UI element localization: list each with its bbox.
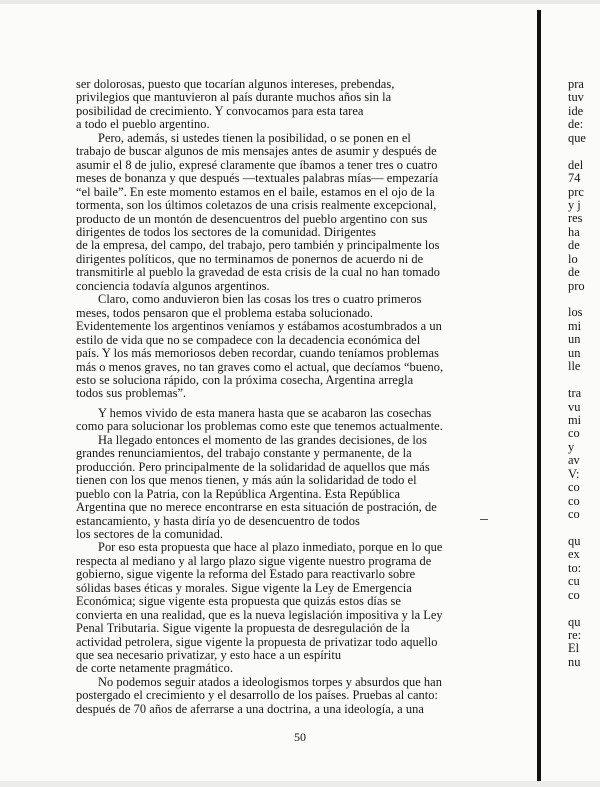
text-line: Evidentemente los argentinos veníamos y estábamos acostumbrados a un bbox=[76, 319, 442, 334]
text-line: más o menos graves, no tan graves como el actual, que decíamos “bueno, bbox=[76, 359, 444, 374]
text-line: actividad petrolera, sigue vigente la propuesta de privatizar todo aquello bbox=[76, 634, 438, 649]
text-line: dirigentes de todos los sectores de la comunidad. Dirigentes bbox=[76, 224, 376, 239]
text-line: ser dolorosas, puesto que tocarían algunos intereses, prebendas, bbox=[76, 77, 395, 91]
facing-page-fragment-line: ide bbox=[568, 103, 584, 118]
body-text bbox=[76, 78, 512, 716]
facing-page-fragment-line: pra bbox=[568, 78, 584, 91]
facing-page-fragment-line: mi bbox=[568, 318, 582, 333]
paragraph bbox=[76, 78, 512, 132]
text-line: estilo de vida que no se compadece con la decadencia económica del bbox=[76, 332, 421, 347]
text-line: Ha llegado entonces el momento de las grandes decisiones, de los bbox=[98, 432, 428, 447]
text-line: de corte netamente pragmático. bbox=[76, 661, 233, 676]
text-line: gobierno, sigue vigente la reforma del Estado para reactivarlo sobre bbox=[76, 567, 416, 582]
text-line: los sectores de la comunidad. bbox=[76, 526, 223, 541]
facing-page-fragment-line: to: bbox=[568, 560, 582, 575]
facing-page-fragment-line: lle bbox=[568, 359, 581, 374]
scan-edge-bottom bbox=[0, 781, 600, 787]
facing-page-fragment-line bbox=[568, 293, 600, 306]
text-line: después de 70 años de aferrarse a una doctrina, a una ideología, a una bbox=[76, 701, 424, 716]
text-line: producto de un montón de desencuentros del pueblo argentino con sus bbox=[76, 211, 428, 226]
facing-page-fragment-line: lo bbox=[568, 251, 578, 266]
facing-page-fragment-line: co bbox=[568, 426, 580, 441]
facing-page-fragment-line: mi bbox=[568, 412, 582, 427]
facing-page-fragment-line: del bbox=[568, 157, 584, 172]
text-line: pueblo con la Patria, con la República Argentina. Esta República bbox=[76, 486, 400, 501]
text-line: dirigentes políticos, que no terminamos de ponernos de acuerdo ni de bbox=[76, 251, 424, 266]
text-line: asumir el 8 de julio, expresé claramente que íbamos a tener tres o cuatro bbox=[76, 157, 438, 172]
text-line: grandes renunciamientos, del trabajo constante y permanente, de la bbox=[76, 446, 412, 461]
text-line: meses de bonanza y que después —textuales palabras mías— empezaría bbox=[76, 171, 439, 186]
facing-page-fragment-line: cu bbox=[568, 574, 580, 589]
text-line: transmitirle al pueblo la gravedad de esta crisis de la cual no han tomado bbox=[76, 265, 440, 280]
facing-page-fragment-line: qu bbox=[568, 614, 581, 629]
facing-page-fragment-line bbox=[568, 521, 600, 534]
facing-page-fragment-line: qu bbox=[568, 533, 581, 548]
facing-page-fragment-line bbox=[568, 374, 600, 387]
facing-page-fragment-line: ex bbox=[568, 547, 580, 562]
paragraph bbox=[76, 434, 512, 542]
text-line: convierta en una realidad, que es la nueva legislación impositiva y la Ley bbox=[76, 607, 443, 622]
facing-page-fragment-line: res bbox=[568, 211, 583, 226]
text-line: Pero, además, si ustedes tienen la posibilidad, o se ponen en el bbox=[98, 130, 411, 145]
text-line: como para solucionar los problemas como este que tenemos actualmente. bbox=[76, 419, 443, 434]
paragraph bbox=[76, 407, 512, 434]
text-line: estancamiento, y hasta diría yo de desencuentro de todos bbox=[76, 513, 360, 528]
text-line: producción. Pero principalmente de la solidaridad de aquellos que más bbox=[76, 459, 430, 474]
facing-page-fragment-line bbox=[568, 602, 600, 615]
text-line: de la empresa, del campo, del trabajo, pero también y principalmente los bbox=[76, 238, 440, 253]
text-line: postergado el crecimiento y el desarrollo de los países. Pruebas al canto: bbox=[76, 688, 438, 703]
text-line: Claro, como anduvieron bien las cosas los tres o cuatro primeros bbox=[98, 292, 422, 307]
facing-page-fragment bbox=[568, 78, 600, 669]
paragraph bbox=[76, 541, 512, 676]
text-line: tormenta, son los últimos coletazos de una crisis realmente excepcional, bbox=[76, 198, 437, 213]
facing-page-fragment-line: ha bbox=[568, 224, 580, 239]
facing-page-fragment-line: de bbox=[568, 238, 580, 253]
text-line: que sea necesario privatizar, y esto hace a un espíritu bbox=[76, 648, 342, 663]
facing-page-fragment-line: pro bbox=[568, 278, 585, 293]
text-line: respecta al mediano y al largo plazo sigue vigente nuestro programa de bbox=[76, 553, 432, 568]
text-line: todos sus problemas”. bbox=[76, 386, 187, 401]
text-line: meses, todos pensaron que el problema estaba solucionado. bbox=[76, 305, 374, 320]
text-line: país. Y los más memoriosos deben recordar, cuando teníamos problemas bbox=[76, 346, 439, 361]
text-line: posibilidad de crecimiento. Y convocamos para esta tarea bbox=[76, 103, 364, 118]
text-line: Y hemos vivido de esta manera hasta que se acabaron las cosechas bbox=[98, 405, 432, 420]
text-line: No podemos seguir atados a ideologismos torpes y absurdos que han bbox=[98, 674, 442, 689]
facing-page-fragment-line: que bbox=[568, 130, 586, 145]
facing-page-fragment-line: co bbox=[568, 493, 580, 508]
facing-page-fragment-line: 74 bbox=[568, 171, 581, 186]
facing-page-fragment-line: prc bbox=[568, 184, 584, 199]
text-line: “el baile”. En este momento estamos en el baile, estamos en el ojo de la bbox=[76, 184, 435, 199]
page-number: 50 bbox=[294, 730, 306, 744]
facing-page-fragment-line: co bbox=[568, 507, 580, 521]
facing-page-fragment-line: y j bbox=[568, 197, 581, 212]
facing-page-fragment-line: los bbox=[568, 305, 583, 320]
facing-page-fragment-line: vu bbox=[568, 399, 581, 414]
facing-page-fragment-line: tuv bbox=[568, 90, 584, 105]
book-gutter bbox=[537, 10, 541, 781]
text-line: sólidas bases éticas y morales. Sigue vigente la Ley de Emergencia bbox=[76, 580, 412, 595]
facing-page-fragment-line: co bbox=[568, 587, 580, 602]
facing-page-fragment-line: tra bbox=[568, 386, 582, 401]
text-line: Penal Tributaria. Sigue vigente la propuesta de desregulación de la bbox=[76, 621, 410, 636]
text-line: conciencia todavía algunos argentinos. bbox=[76, 278, 270, 293]
text-line: Argentina que no merece encontrarse en esta situación de postración, de bbox=[76, 500, 437, 515]
paragraph bbox=[76, 132, 512, 293]
facing-page-fragment-line: re: bbox=[568, 627, 582, 642]
facing-page-fragment-line: nu bbox=[568, 654, 581, 669]
text-line: privilegios que mantuvieron al país durante muchos años sin la bbox=[76, 90, 392, 105]
text-line: tienen con los que menos tienen, y más aún la solidaridad de todo el bbox=[76, 473, 417, 488]
facing-page-fragment-line: un bbox=[568, 332, 581, 347]
text-line: a todo el pueblo argentino. bbox=[76, 117, 210, 132]
paragraph bbox=[76, 676, 512, 716]
facing-page-fragment-line: de: bbox=[568, 117, 584, 132]
text-line: Por eso esta propuesta que hace al plazo inmediato, porque en lo que bbox=[98, 540, 443, 555]
facing-page-fragment-line: y bbox=[568, 439, 575, 454]
facing-page-fragment-line: de bbox=[568, 265, 580, 280]
scan-edge-top bbox=[0, 0, 600, 4]
facing-page-fragment-line: El bbox=[568, 641, 580, 656]
text-line: Económica; sigue vigente esta propuesta que quizás estos días se bbox=[76, 594, 401, 609]
facing-page-fragment-line: V: bbox=[568, 466, 580, 481]
paragraph bbox=[76, 293, 512, 401]
text-line: trabajo de buscar algunos de mis mensajes antes de asumir y después de bbox=[76, 144, 437, 159]
margin-dash-mark bbox=[480, 519, 488, 520]
facing-page-fragment-line: co bbox=[568, 480, 580, 495]
text-line: esto se soluciona rápido, con la próxima cosecha, Argentina arregla bbox=[76, 372, 414, 387]
facing-page-fragment-line: av bbox=[568, 453, 580, 468]
facing-page-fragment-line: un bbox=[568, 345, 581, 360]
facing-page-fragment-line bbox=[568, 145, 600, 158]
